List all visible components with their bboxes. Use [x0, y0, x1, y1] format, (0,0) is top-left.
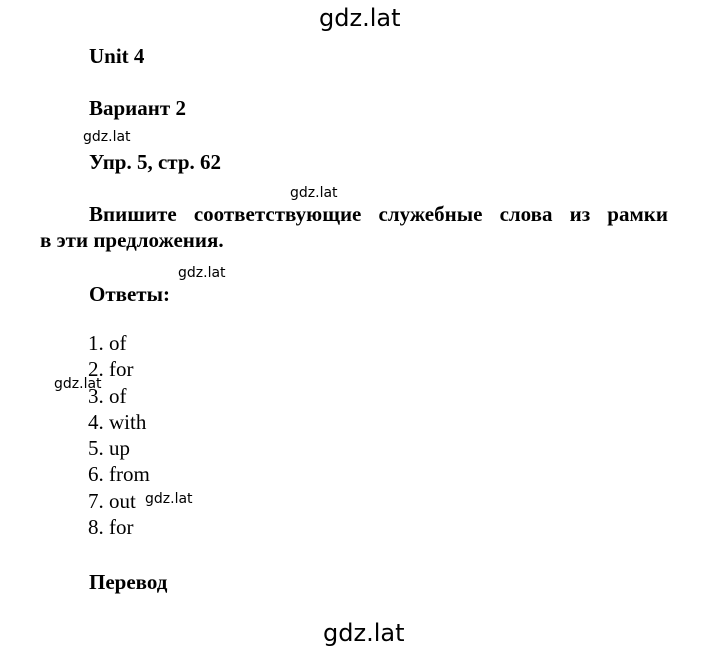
answer-item: 5. up — [88, 436, 130, 461]
answer-item: 6. from — [88, 462, 150, 487]
watermark-small: gdz.lat — [83, 129, 131, 145]
translation-heading: Перевод — [89, 570, 168, 594]
watermark-top: gdz.lat — [319, 4, 401, 32]
watermark-bottom: gdz.lat — [323, 619, 405, 647]
exercise-title: Упр. 5, стр. 62 — [89, 150, 222, 174]
task-instruction-line: Впишите соответствующие служебные слова из рамки — [89, 202, 668, 226]
task-instruction — [40, 201, 668, 253]
answer-item: 7. out — [88, 488, 136, 513]
watermark-small: gdz.lat — [290, 185, 338, 201]
variant-title: Вариант 2 — [89, 96, 186, 120]
watermark-small: gdz.lat — [54, 376, 102, 392]
watermark-small: gdz.lat — [178, 265, 226, 281]
answer-item: 4. with — [88, 409, 147, 434]
answer-item: 1. of — [88, 331, 127, 355]
answers-list — [88, 330, 150, 540]
unit-title: Unit 4 — [89, 44, 145, 68]
watermark-small: gdz.lat — [145, 491, 193, 507]
answer-item: 3. of — [88, 383, 127, 408]
answer-item: 2. for — [88, 357, 134, 382]
answers-heading: Ответы: — [89, 282, 171, 306]
task-instruction-line: в эти предложения. — [40, 228, 224, 252]
answer-item: 8. for — [88, 515, 134, 540]
